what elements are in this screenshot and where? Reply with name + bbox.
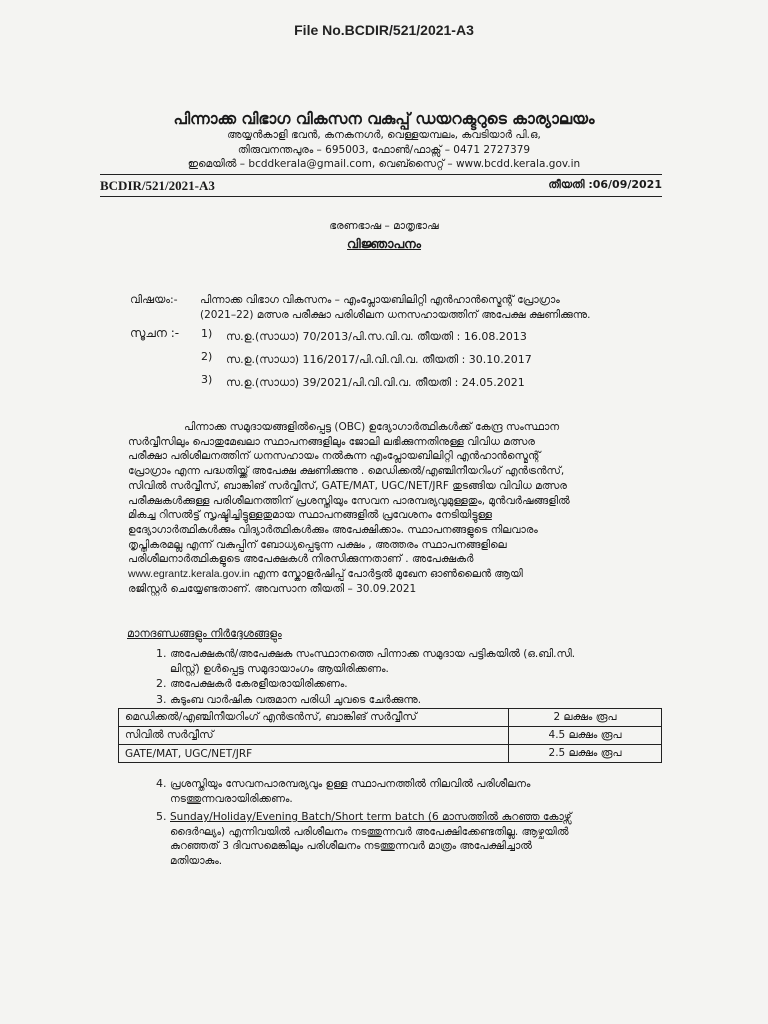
file-number: File No.BCDIR/521/2021-A3 <box>294 22 474 38</box>
office-address-line-2: തിരുവനന്തപുരം – 695003, ഫോൺ/ഫാക്സ് – 0471 2727379 <box>237 144 531 156</box>
limit-cell: 2 ലക്ഷം രൂപ <box>509 709 662 727</box>
course-cell: GATE/MAT, UGC/NET/JRF <box>119 745 509 763</box>
reference-item-text: സ.ഉ.(സാധാ) 70/2013/പി.സ.വി.വ. തീയതി : 16.08.2013 <box>226 330 527 343</box>
criteria-item <box>170 810 660 868</box>
criteria-item-line: Sunday/Holiday/Evening Batch/Short term batch (6 മാസത്തിൽ കുറഞ്ഞ കോഴ്സ് <box>170 811 572 823</box>
official-language-line: ഭരണഭാഷ – മാതൃഭാഷ <box>329 220 439 232</box>
criteria-item-line: അപേക്ഷകർ കേരളീയരായിരിക്കണം. <box>170 678 348 690</box>
course-cell: സിവിൽ സർവ്വീസ് <box>119 727 509 745</box>
reference-label: സൂചന :- <box>130 326 180 340</box>
course-cell: മെഡിക്കൽ/എഞ്ചിനീയറിംഗ് എൻട്രൻസ്, ബാങ്കിങ് സർവ്വീസ് <box>119 709 509 727</box>
reference-item-number: 3) <box>201 373 213 386</box>
body-line: സർവ്വീസിലും പൊതുമേഖലാ സ്ഥാപനങ്ങളിലും ജോലി ലഭിക്കുന്നതിനുള്ള വിവിധ മത്സര <box>128 435 535 448</box>
criteria-item-number: 4. <box>156 777 167 790</box>
body-line-portal: www.egrantz.kerala.gov.in എന്ന സ്കോളർഷിപ്പ് പോർട്ടൽ മുഖേന ഓൺലൈൻ ആയി <box>128 568 523 581</box>
body-line: ഉദ്യോഗാർത്ഥികൾക്കും വിദ്യാർത്ഥികൾക്കും അപേക്ഷിക്കാം. സ്ഥാപനങ്ങളുടെ നിലവാരം <box>128 523 538 536</box>
notice-title: വിജ്ഞാപനം <box>347 236 421 251</box>
criteria-item-line: അപേക്ഷകൻ/അപേക്ഷക സംസ്ഥാനത്തെ പിന്നാക്ക സമുദായ പട്ടികയിൽ (ഒ.ബി.സി. <box>170 648 576 660</box>
header-divider <box>100 174 662 175</box>
criteria-item-number: 1. <box>156 647 167 660</box>
reference-number: BCDIR/521/2021-A3 <box>100 178 215 193</box>
body-line: പരിശീലനാർത്ഥികളുടെ അപേക്ഷകൾ നിരസിക്കുന്നതാണ് . അപേക്ഷകർ <box>128 553 474 566</box>
limit-cell: 4.5 ലക്ഷം രൂപ <box>509 727 662 745</box>
subject-label: വിഷയം:- <box>130 293 178 306</box>
body-line: തൃപ്തികരമല്ല എന്ന് വകുപ്പിന് ബോധ്യപ്പെടുന്ന പക്ഷം , അത്തരം സ്ഥാപനങ്ങളിലെ <box>128 538 507 551</box>
body-line: പരീക്ഷകൾക്കുള്ള പരിശീലനത്തിന് പ്രശസ്തിയും സേവന പാരമ്പര്യവുമുള്ളതും, മുൻവർഷങ്ങളിൽ <box>128 494 570 507</box>
criteria-item-line: നടത്തുന്നവരായിരിക്കണം. <box>170 792 293 805</box>
subject-line-1: പിന്നാക്ക വിഭാഗ വികസനം – എംപ്ലോയബിലിറ്റി എൻഹാൻസ്മെന്റ് പ്രോഗ്രാം <box>200 294 560 306</box>
body-line: മികച്ച റിസൽട്ട് സൃഷ്ടിച്ചിട്ടുള്ളതുമായ സ്ഥാപനങ്ങളിൽ പ്രവേശനം നേടിയിട്ടുള്ള <box>128 509 492 522</box>
reference-item-number: 1) <box>201 327 213 340</box>
criteria-item <box>170 777 660 806</box>
income-limit-table <box>118 708 662 763</box>
office-address-line-1: അയ്യൻകാളി ഭവൻ, കനകനഗർ, വെള്ളയമ്പലം, കവടിയാർ പി.ഒ, <box>227 129 541 141</box>
notice-body <box>128 420 660 596</box>
reference-item-text: സ.ഉ.(സാധാ) 116/2017/പി.വി.വി.വ. തീയതി : 30.10.2017 <box>226 353 532 366</box>
criteria-item-line: മതിയാകും. <box>170 854 223 867</box>
table-row <box>119 727 662 745</box>
header-divider-bottom <box>100 196 662 197</box>
criteria-item-number: 2. <box>156 677 167 690</box>
criteria-item-number: 3. <box>156 693 167 706</box>
criteria-item <box>170 677 348 692</box>
body-line: പ്രോഗ്രാം എന്ന പദ്ധതിയ്ക്ക് അപേക്ഷ ക്ഷണിക്കുന്നു . മെഡിക്കൽ/എഞ്ചിനീയറിംഗ് എൻട്രൻസ്, <box>128 465 565 478</box>
criteria-item-line: പ്രശസ്തിയും സേവനപാരമ്പര്യവും ഉള്ള സ്ഥാപനത്തിൽ നിലവിൽ പരിശീലനം <box>170 778 531 790</box>
subject-line-2: (2021–22) മത്സര പരീക്ഷാ പരിശീലന ധനസഹായത്തിന് അപേക്ഷ ക്ഷണിക്കുന്നു. <box>200 309 591 321</box>
criteria-item-number: 5. <box>156 810 167 823</box>
criteria-item <box>170 647 660 676</box>
body-line: പരീക്ഷാ പരിശീലനത്തിന് ധനസഹായം നൽകുന്ന എംപ്ലോയബിലിറ്റി എൻഹാൻസ്മെന്റ് <box>128 450 541 463</box>
criteria-heading: മാനദണ്ഡങ്ങളും നിർദ്ദേശങ്ങളും <box>127 627 282 640</box>
criteria-item-line: കുടുംബ വാർഷിക വരുമാന പരിധി ചുവടെ ചേർക്കുന്നു. <box>170 694 422 706</box>
limit-cell: 2.5 ലക്ഷം രൂപ <box>509 745 662 763</box>
criteria-item <box>170 693 421 708</box>
reference-item-number: 2) <box>201 350 213 363</box>
office-contact-line: ഇമെയിൽ – bcddkerala@gmail.com, വെബ്സൈറ്റ് – www.bcdd.kerala.gov.in <box>187 158 581 170</box>
table-row <box>119 745 662 763</box>
table-row <box>119 709 662 727</box>
reference-item-text: സ.ഉ.(സാധാ) 39/2021/പി.വി.വി.വ. തീയതി : 24.05.2021 <box>226 376 525 389</box>
office-title: പിന്നാക്ക വിഭാഗ വികസന വകുപ്പ് ഡയറക്ടറുടെ കാര്യാലയം <box>173 110 595 128</box>
criteria-item-line: ദൈർഘ്യം) എന്നിവയിൽ പരിശീലനം നടത്തുന്നവർ അപേക്ഷിക്കേണ്ടതില്ല. ആഴ്ചയിൽ <box>170 825 569 838</box>
criteria-item-line: കുറഞ്ഞത് 3 ദിവസമെങ്കിലും പരിശീലനം നടത്തുന്നവർ മാത്രം അപേക്ഷിച്ചാൽ <box>170 840 532 852</box>
body-line: സിവിൽ സർവ്വീസ്, ബാങ്കിങ് സർവ്വീസ്, GATE/MAT, UGC/NET/JRF തുടങ്ങിയ വിവിധ മത്സര <box>128 479 567 492</box>
body-line: രജിസ്റ്റർ ചെയ്യേണ്ടതാണ്. അവസാന തീയതി – 30.09.2021 <box>128 582 417 595</box>
body-line: പിന്നാക്ക സമുദായങ്ങളിൽപ്പെട്ട (OBC) ഉദ്യോഗാർത്ഥികൾക്ക് കേന്ദ്ര സംസ്ഥാന <box>184 421 560 433</box>
issue-date: തീയതി :06/09/2021 <box>548 178 662 191</box>
criteria-item-line: ലിസ്റ്റ്) ഉൾപ്പെട്ട സമുദായാംഗം ആയിരിക്കണം. <box>170 662 389 675</box>
